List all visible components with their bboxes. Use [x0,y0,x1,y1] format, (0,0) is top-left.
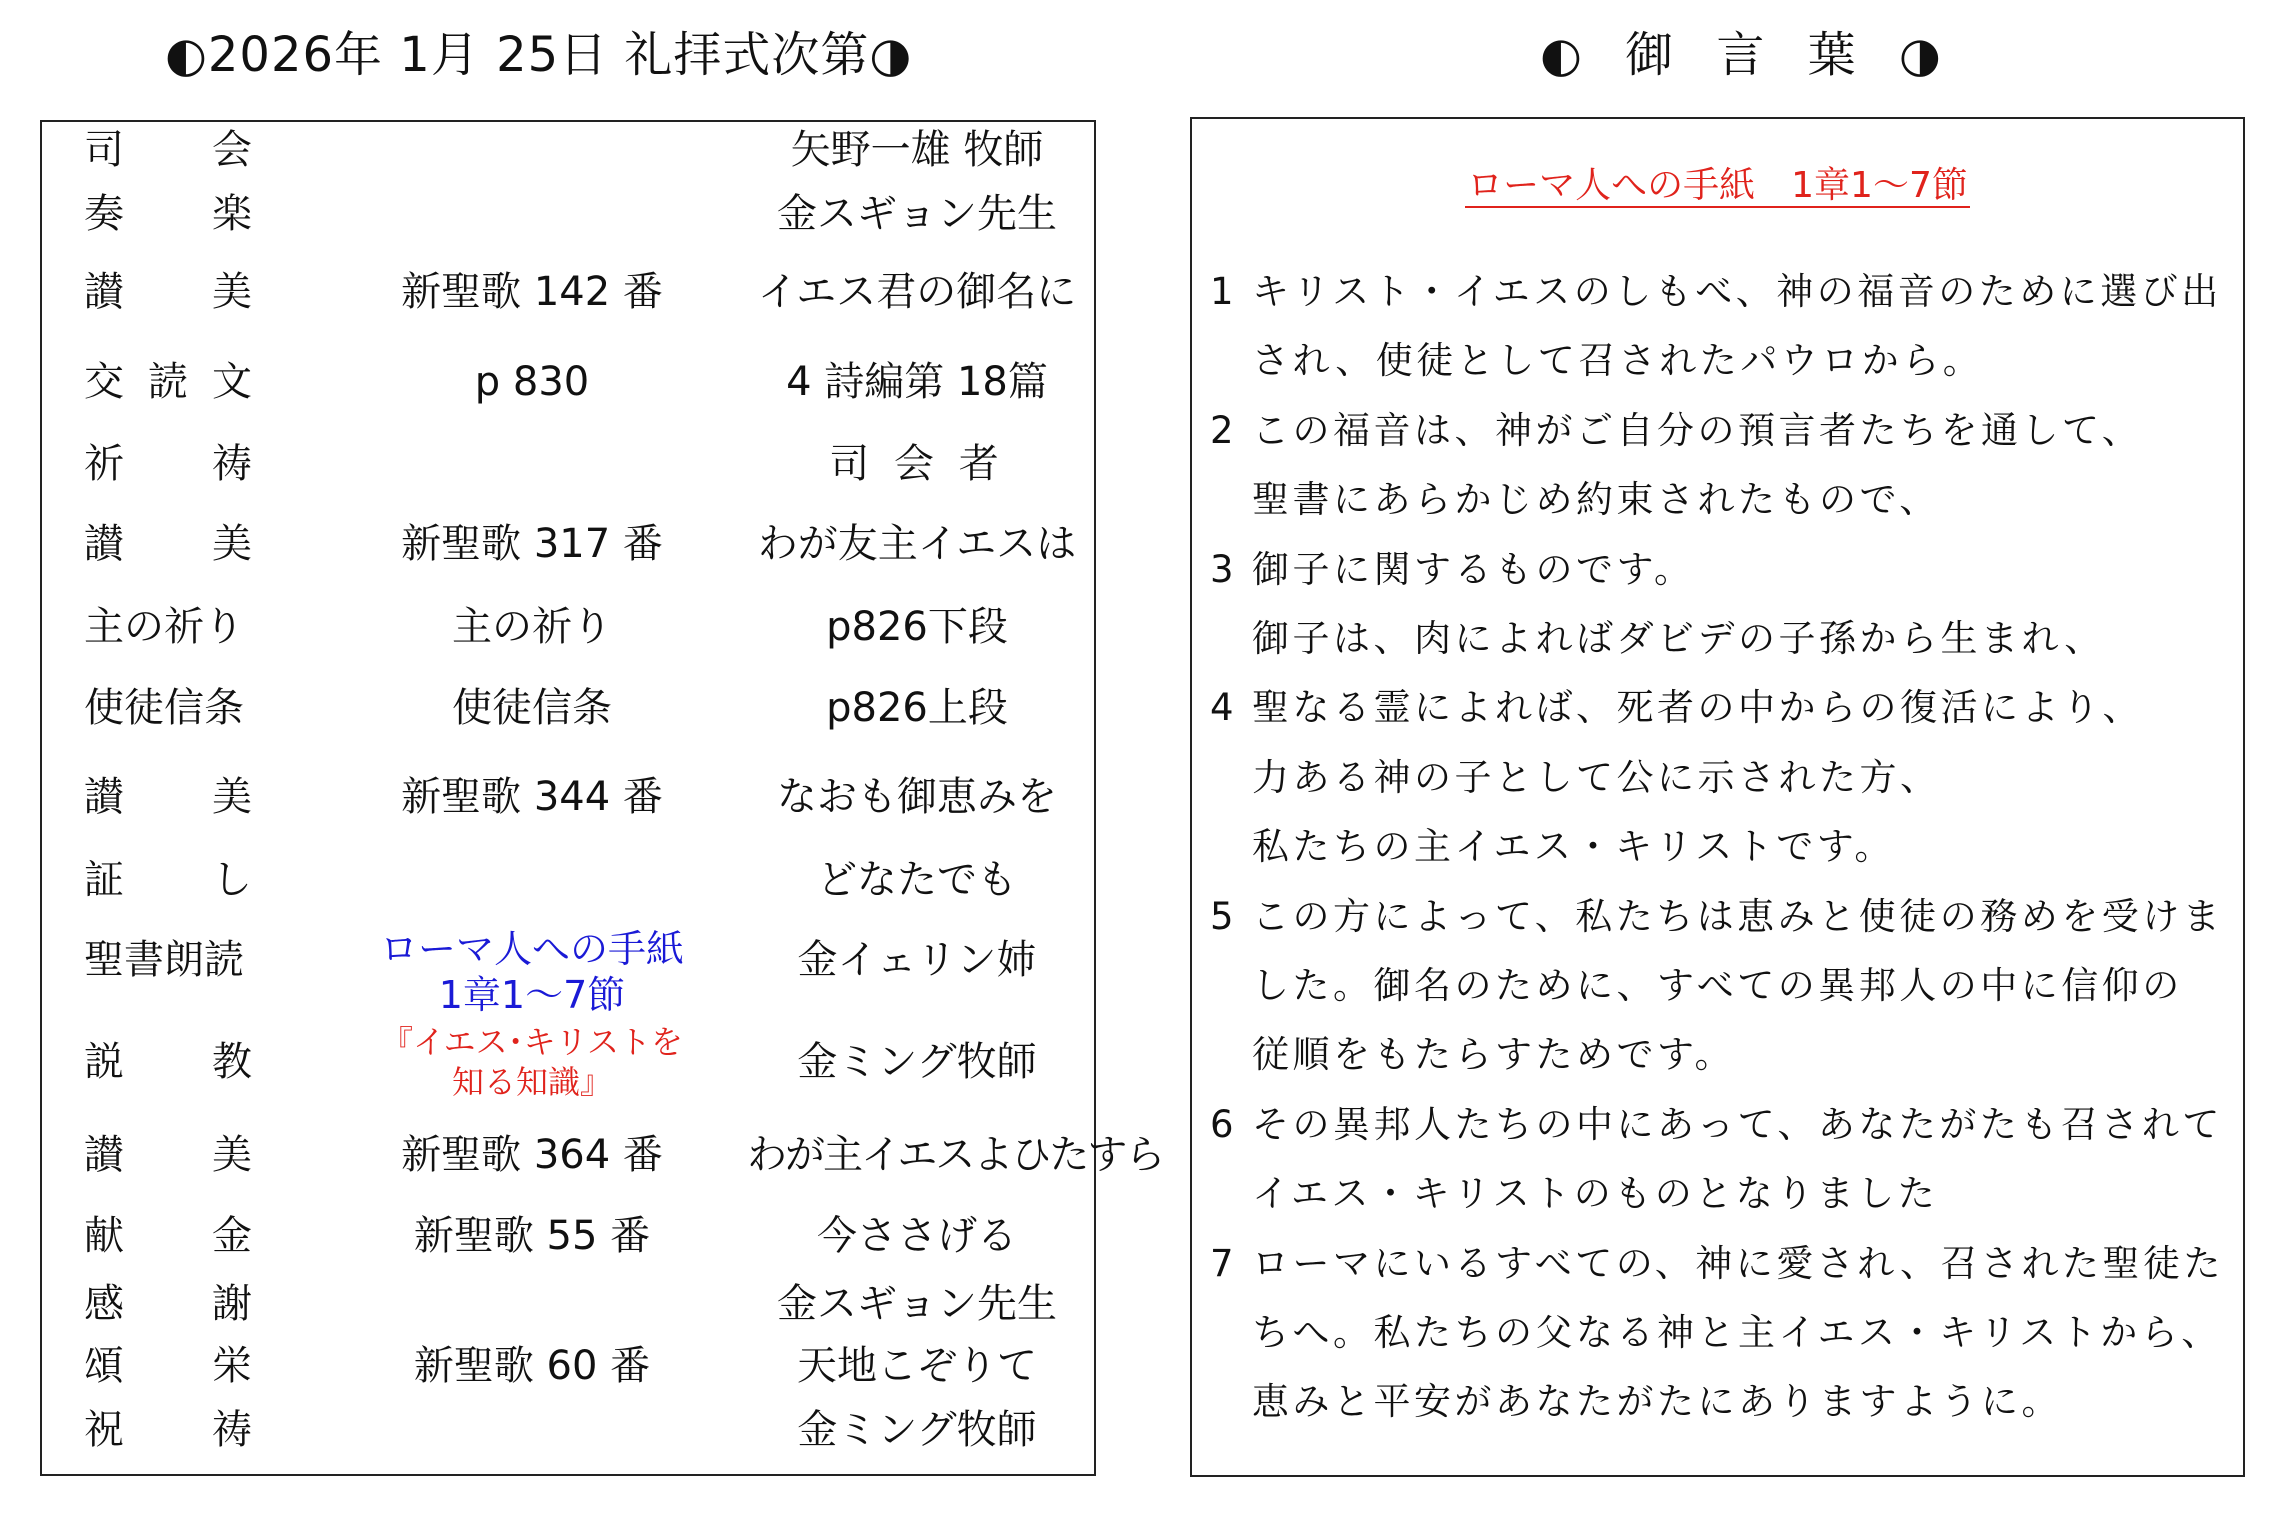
order-role-char: 栄 [212,1343,252,1389]
order-role-char: 祝 [84,1407,124,1453]
order-role-char: 美 [212,774,252,820]
order-item: 主の祈り [452,604,612,650]
passage-heading-text: ローマ人への手紙 1章1～7節 [1467,165,1968,206]
order-detail: 金スギョン先生 [777,191,1057,237]
order-role-char: 読 [148,359,188,405]
order-role-char: 金 [212,1213,252,1259]
order-role-char: 教 [212,1039,252,1085]
order-role [84,434,252,494]
verse-text: 力ある神の子として公に示された方、 [1252,755,1941,799]
order-role [84,597,274,657]
order-role-char: 美 [212,521,252,567]
verse-text: ローマにいるすべての、神に愛され、召された聖徒た [1252,1241,2224,1285]
order-item: 新聖歌 55 番 [413,1213,651,1259]
scripture-box [1190,117,2245,1477]
verse-line [1210,892,2223,942]
verse-line [1210,1169,1938,1219]
verse-text: 聖書にあらかじめ約束されたもので、 [1252,478,1940,522]
order-role-char: 文 [212,359,252,405]
verse-line [1210,961,2183,1011]
order-detail: 司 会 者 [829,441,1005,487]
verse-text: 御子に関するものです。 [1252,547,1695,591]
order-role-char: 美 [212,269,252,315]
verse-text: 私たちの主イエス・キリストです。 [1252,825,1895,869]
order-detail: 金イェリン姉 [797,937,1037,983]
order-role-char: 讃 [84,774,124,820]
service-order-box [40,120,1164,1476]
words-title: ◐ 御 言 葉 ◑ [1540,27,1955,83]
order-role [84,1336,252,1396]
verse-number: 6 [1210,1102,1234,1146]
order-role [84,120,252,180]
verse-line [1210,1239,2224,1289]
order-role-char: 祈 [84,441,124,487]
verse-line [1210,1100,2223,1150]
verse-line [1210,614,2105,664]
verse-number: 4 [1210,686,1234,730]
order-item: 新聖歌 60 番 [413,1343,651,1389]
verse-text: ちへ。私たちの父なる神と主イエス・キリストから、 [1252,1311,2222,1354]
order-detail: p826上段 [826,685,1008,731]
order-item: 新聖歌 344 番 [401,774,663,820]
verse-line [1210,1377,2062,1427]
verse-line [1210,406,2142,456]
order-role-char: 頌 [84,1343,124,1389]
verse-line [1210,336,1983,386]
order-role [84,678,274,738]
order-role-char: 讃 [84,269,124,315]
reading-line: 1章1～7節 [438,973,626,1017]
verse-text: 御子は、肉によればダビデの子孫から生まれ、 [1252,617,2105,660]
reading-title [302,926,762,1018]
order-role [84,1400,252,1460]
order-detail: イエス君の御名に [757,269,1077,315]
order-role [84,1125,252,1185]
order-role [84,184,252,244]
verse-line [1210,545,1695,595]
order-role-char: 献 [84,1213,124,1259]
order-detail: 矢野一雄 牧師 [790,127,1044,173]
order-role-char: 謝 [212,1281,252,1327]
order-role [84,767,252,827]
verse-line [1210,1308,2222,1358]
order-detail: どなたでも [817,857,1017,903]
verse-text: した。御名のために、すべての異邦人の中に信仰の [1252,964,2183,1007]
order-detail: p826下段 [826,604,1008,650]
order-item: 新聖歌 317 番 [401,521,663,567]
verse-line [1210,822,1895,872]
verse-text: 恵みと平安があなたがたにありますように。 [1252,1380,2062,1424]
order-detail: 金スギョン先生 [777,1281,1057,1327]
verse-text: 従順をもたらすためです。 [1252,1033,1736,1077]
verse-line [1210,475,1940,525]
order-item: 新聖歌 364 番 [401,1132,663,1178]
order-detail: わが友主イエスは [757,521,1077,567]
order-role-char: 讃 [84,1132,124,1178]
order-role-char: 奏 [84,191,124,237]
verse-line [1210,1030,1735,1080]
order-role-char: し [212,857,252,903]
order-role [84,930,274,990]
verse-number: 7 [1210,1241,1234,1285]
order-role-char: 証 [84,857,124,903]
order-role [84,514,252,574]
order-role [84,262,252,322]
order-detail: 金ミング牧師 [797,1039,1037,1085]
order-detail: 今ささげる [817,1213,1017,1259]
order-role-char: 会 [212,127,252,173]
verse-text: この福音は、神がご自分の預言者たちを通して、 [1252,408,2143,452]
verse-number: 5 [1210,894,1234,938]
order-role-char: 祷 [212,1407,252,1453]
order-title: ◐2026年 1月 25日 礼拝式次第◑ [165,27,913,83]
verse-text: その異邦人たちの中にあって、あなたがたも召されて [1252,1102,2223,1146]
order-role-char: 感 [84,1281,124,1327]
passage-heading [1192,161,2243,211]
verse-text: キリスト・イエスのしもべ、神の福音のために選び出 [1252,270,2222,313]
order-detail: わが主イエスよひたすら [747,1132,1164,1178]
order-role-char: 交 [84,359,124,405]
verse-number: 3 [1210,547,1234,591]
order-role [84,1274,252,1334]
reading-line: ローマ人への手紙 [379,927,684,971]
verse-number: 2 [1210,408,1234,452]
verse-text: イエス・キリストのものとなりました [1252,1172,1939,1216]
order-role [84,850,252,910]
order-item: 新聖歌 142 番 [401,269,663,315]
order-role-char: 讃 [84,521,124,567]
order-item: p 830 [474,359,590,405]
verse-line [1210,753,1941,803]
order-role [84,352,252,412]
order-role [84,1206,252,1266]
order-role-char: 使徒信条 [84,685,244,731]
verse-text: され、使徒として召されたパウロから。 [1252,339,1984,383]
sermon-line: 知る知識』 [451,1063,612,1101]
verse-text: この方によって、私たちは恵みと使徒の務めを受けま [1252,894,2224,938]
sermon-line: 『イエス･キリストを [380,1023,684,1061]
order-role-char: 美 [212,1132,252,1178]
verse-text: 聖なる霊によれば、死者の中からの復活により、 [1252,686,2143,730]
sermon-title [302,1022,762,1102]
order-item: 使徒信条 [452,685,612,731]
order-detail: なおも御恵みを [777,774,1057,820]
order-role-char: 主の祈り [84,604,244,650]
order-role [84,1032,252,1092]
verse-line [1210,683,2143,733]
verse-line [1210,267,2222,317]
order-role-char: 聖書朗読 [84,937,244,983]
order-detail: 4 詩編第 18篇 [786,359,1048,405]
order-role-char: 楽 [212,191,252,237]
order-detail: 天地こぞりて [797,1343,1037,1389]
order-role-char: 祷 [212,441,252,487]
order-role-char: 司 [84,127,124,173]
order-detail: 金ミング牧師 [797,1407,1037,1453]
order-role-char: 説 [84,1039,124,1085]
verse-number: 1 [1210,270,1234,313]
